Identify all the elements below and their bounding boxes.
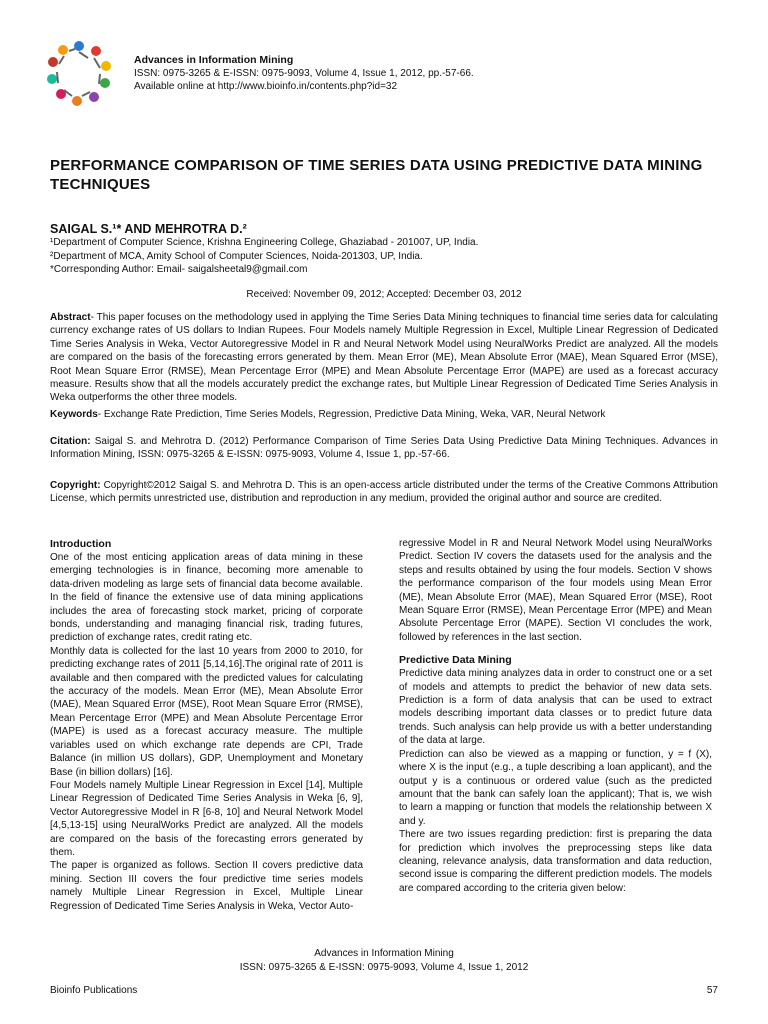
paper-title: PERFORMANCE COMPARISON OF TIME SERIES DATA USING PREDICTIVE DATA MINING TECHNIQUES <box>50 157 703 193</box>
keywords-label: Keywords <box>50 409 98 420</box>
section-heading-introduction: Introduction <box>50 538 112 550</box>
affiliations <box>50 236 478 277</box>
copyright-text: Copyright©2012 Saigal S. and Mehrotra D. This is an open-access article distributed under the terms of the Creative Commons Attribution License, which permits unrestricted use, distribution and reproduction in any medium, provided the original author and source are credited. <box>50 480 718 505</box>
page-number: 57 <box>706 985 718 996</box>
journal-issn: ISSN: 0975-3265 & E-ISSN: 0975-9093, Volume 4, Issue 1, 2012, pp.-57-66. <box>134 68 474 79</box>
abstract-text: - This paper focuses on the methodology used in applying the Time Series Data Mining techniques to financial time series data for calculating currency exchange rates of US dollars to Indian Rupees. Four Models namely Multiple Regression in Excel, Multiple Linear Regression of Dedicated Time Series Analysis in Weka, Vector Autoregressive Model in R and Neural Network Model using NeuralWorks Predict are analyzed. All the models are compared on the basis of the forecasting errors generated by them. Mean Error (ME), Mean Absolute Error (MAE), Mean Squared Error (MSE), Root Mean Square Error (RMSE), Mean Percentage Error (MPE) and Mean Absolute Percentage Error (MAPE) are used as a forecast accuracy measure. Results show that all the models accurately predict the exchange rates, but Multiple Linear Regression of Dedicated Time Series Analysis in Weka outperforms the other three models. <box>50 312 718 404</box>
paragraph: One of the most enticing application areas of data mining in these emerging technologies is in finance, becoming more amenable to data-driven modeling as large sets of financial data become available. In the field of finance the extensive use of data mining applications includes the area of forecasting stock market, pricing of corporate bonds, understanding and managing financial risk, trading futures, prediction of exchange rates, credit rating etc. <box>50 552 363 644</box>
affiliation-2: ²Department of MCA, Amity School of Computer Sciences, Noida-201303, UP, India. <box>50 250 423 262</box>
affiliation-1: ¹Department of Computer Science, Krishna Engineering College, Ghaziabad - 201007, UP, India. <box>50 237 479 248</box>
paragraph: regressive Model in R and Neural Network Model using NeuralWorks Predict. Section IV covers the datasets used for the analysis and the steps and results obtained by using the four models. Section V shows the performance comparison of the four models using Mean Error (ME), Mean Absolute Error (MAE), Mean Squared Error (MSE), Root Mean Square Error (RMSE), Mean Percentage Error (MPE) and Mean Absolute Percentage Error (MAPE). Section VI concludes the work, followed by references in the last section. <box>399 538 712 643</box>
citation <box>50 435 718 462</box>
paragraph: Prediction can also be viewed as a mapping or function, y = f (X), where X is the input (e.g., a tuple describing a loan applicant), and the output y is a continuous or ordered value (such as the predicted amount that the bank can safely loan the applicant); That is, we wish to learn a mapping or function that models the relationship between X and y. <box>399 748 712 827</box>
paragraph: Monthly data is collected for the last 10 years from 2000 to 2010, for predicting exchange rates of 2011 [5,14,16].The original rate of 2011 is available and then compared with the predicted values for calculating the accuracy of the models. Mean Error (ME), Mean Absolute Error (MAE), Mean Squared Error (MSE), Root Mean Square Error (RMSE), Mean Percentage Error (MPE) and Mean Absolute Percentage Error (MAPE) is used as a forecast accuracy measure. The multiple variables used on which exchange rate depends are CPI, Trade Balance (in million US dollars), GDP, Unemployment and Monetary Base (in billion dollars) [16]. <box>50 645 363 778</box>
copyright-label: Copyright: <box>50 480 101 491</box>
journal-online-link[interactable]: Available online at http://www.bioinfo.in/contents.php?id=32 <box>134 81 398 92</box>
keywords-text: - Exchange Rate Prediction, Time Series Models, Regression, Predictive Data Mining, Weka, VAR, Neural Network <box>97 409 606 420</box>
copyright <box>50 479 718 506</box>
footer-issn: ISSN: 0975-3265 & E-ISSN: 0975-9093, Volume 4, Issue 1, 2012 <box>239 962 529 973</box>
left-column <box>50 537 363 913</box>
abstract <box>50 311 718 405</box>
journal-header <box>134 54 474 93</box>
bioinfo-logo-icon <box>44 38 114 108</box>
keywords <box>50 408 718 421</box>
corresponding-author: *Corresponding Author: Email- saigalsheetal9@gmail.com <box>50 264 308 275</box>
right-column <box>399 537 712 895</box>
section-heading-predictive-data-mining: Predictive Data Mining <box>399 654 512 667</box>
footer-journal <box>0 947 768 975</box>
paragraph: There are two issues regarding prediction: first is preparing the data for prediction which involves the preprocessing steps like data cleaning, relevance analysis, data transformation and data reduction, second issue is comparing the different prediction models. The models are compared according to the criteria given below: <box>399 829 712 894</box>
paragraph: Four Models namely Multiple Linear Regression in Excel [14], Multiple Linear Regression of Dedicated Time Series Analysis in Weka [6, 9], Vector Autoregressive Model in R [6-8, 10] and Neural Network Model [4,5,13-15] using NeuralWorks Predict are analyzed. All the models are compared on the basis of the forecasting errors generated by them. <box>50 779 363 858</box>
citation-label: Citation: <box>50 436 91 447</box>
footer-journal-name: Advances in Information Mining <box>314 948 454 959</box>
paper-authors: SAIGAL S.¹* AND MEHROTRA D.² <box>50 222 247 236</box>
paragraph: Predictive data mining analyzes data in order to construct one or a set of models and attempts to predict the behavior of new data sets. Prediction is a form of data analysis that can be used to extract models describing important data classes or to predict future data trends. Such analysis can help provide us with a better understanding of the data at large. <box>399 668 712 747</box>
abstract-label: Abstract <box>50 312 91 323</box>
citation-text: Saigal S. and Mehrotra D. (2012) Performance Comparison of Time Series Data Using Predictive Data Mining Techniques. Advances in Information Mining, ISSN: 0975-3265 & E-ISSN: 0975-9093, Volume 4, Issue 1, pp.-57-66. <box>50 436 718 461</box>
journal-name: Advances in Information Mining <box>134 54 294 66</box>
footer-publisher: Bioinfo Publications <box>50 985 138 996</box>
paragraph: The paper is organized as follows. Section II covers predictive data mining. Section III covers the four predictive time series models namely Multiple Linear Regression in Excel, Multiple Linear Regression of Dedicated Time Series Analysis in Weka, Vector Auto- <box>50 860 363 912</box>
received-dates: Received: November 09, 2012; Accepted: December 03, 2012 <box>246 289 522 300</box>
